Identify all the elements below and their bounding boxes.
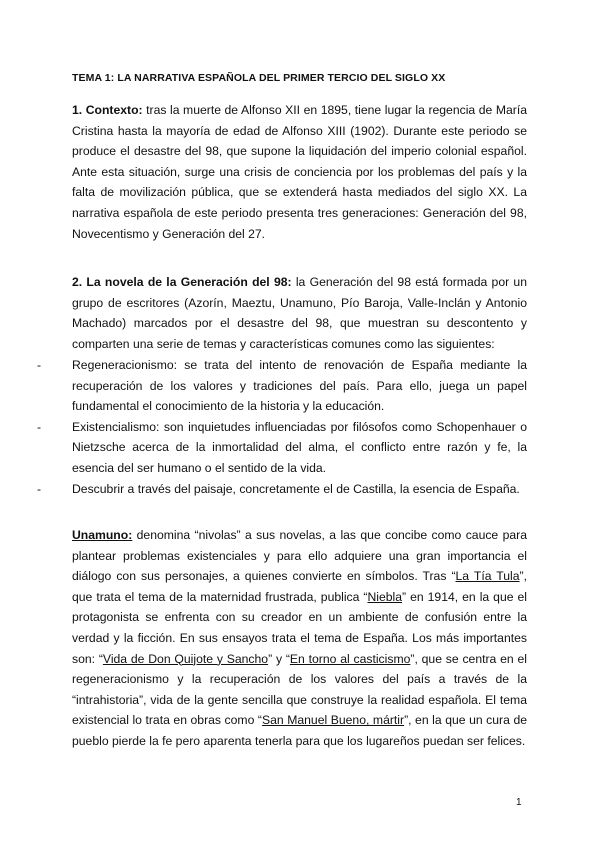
unamuno-heading: Unamuno: — [72, 528, 133, 542]
list-item — [37, 479, 527, 500]
unamuno-text: ” y “ — [268, 651, 290, 666]
work-title: En torno al casticismo — [289, 651, 411, 666]
list-dash: - — [37, 419, 42, 434]
list-item — [37, 355, 527, 417]
generation-98-paragraph — [72, 272, 527, 354]
list-item — [37, 417, 527, 479]
document-title: TEMA 1: LA NARRATIVA ESPAÑOLA DEL PRIMER TERCIO DEL SIGLO XX — [72, 72, 446, 84]
list-item-text: Existencialismo: son inquietudes influenciadas por filósofos como Schopenhauer o Nietzsche acerca de la inmortalidad del alma, el conflicto entre razón y fe, la esencia del ser humano o el sentido de la vida. — [72, 419, 527, 475]
unamuno-text: ”, que trata el tema de la maternidad frustrada, publica “ — [72, 569, 527, 604]
generation-98-heading: 2. La novela de la Generación del 98: — [72, 275, 292, 289]
unamuno-paragraph — [72, 525, 527, 752]
unamuno-text: ”, que se centra en el regeneracionismo y la recuperación de los valores del país a través de la “intrahistoria”, vida de la gente sencilla que construye la realidad española. El tema existencial lo trata en obras como “ — [72, 651, 527, 728]
page-number: 1 — [516, 797, 522, 808]
unamuno-text: ”, en la que un cura de pueblo pierde la fe pero aparenta tenerla para que los lugareños puedan ser felices. — [72, 713, 527, 748]
list-dash: - — [37, 481, 42, 496]
context-heading: 1. Contexto: — [72, 103, 143, 117]
list-item-text: Regeneracionismo: se trata del intento de renovación de España mediante la recuperación de los valores y tradiciones del país. Para ello, juega un papel fundamental el conocimiento de la historia y la educación. — [72, 358, 527, 414]
generation-98-text: la Generación del 98 está formada por un grupo de escritores (Azorín, Maeztu, Unamuno, Pío Baroja, Valle-Inclán y Antonio Machado) marcados por el desastre del 98, que muestran su descontento y comparten una serie de temas y características comunes como las siguientes: — [72, 275, 527, 351]
context-paragraph — [72, 100, 527, 244]
work-title: San Manuel Bueno, mártir — [261, 713, 405, 728]
unamuno-text: ” en 1914, en la que el protagonista se enfrenta con su creador en un ambiente de confusión entre la verdad y la ficción. En sus ensayos trata el tema de España. Los más importantes son: “ — [72, 589, 527, 666]
work-title: La Tía Tula — [455, 569, 520, 584]
context-text: tras la muerte de Alfonso XII en 1895, tiene lugar la regencia de María Cristina hasta la mayoría de edad de Alfonso XIII (1902). Durante este periodo se produce el desastre del 98, que supone la liquidación del imperio colonial español. Ante esta situación, surge una crisis de conciencia por los problemas del país y la falta de movilización pública, que se extenderá hasta mediados del siglo XX. La narrativa española de este periodo presenta tres generaciones: Generación del 98, Novecentismo y Generación del 27. — [72, 103, 528, 241]
themes-list — [37, 355, 527, 499]
list-dash: - — [37, 358, 42, 372]
list-item-text: Descubrir a través del paisaje, concretamente el de Castilla, la esencia de España. — [72, 481, 520, 496]
work-title: Vida de Don Quijote y Sancho — [102, 651, 269, 666]
unamuno-text: denomina “nivolas” a sus novelas, a las que concibe como cauce para plantear problemas existenciales y para ello adquiere una gran importancia el diálogo con sus personajes, a quienes convierte en símbolos. Tras “ — [72, 528, 527, 584]
work-title: Niebla — [367, 589, 403, 604]
